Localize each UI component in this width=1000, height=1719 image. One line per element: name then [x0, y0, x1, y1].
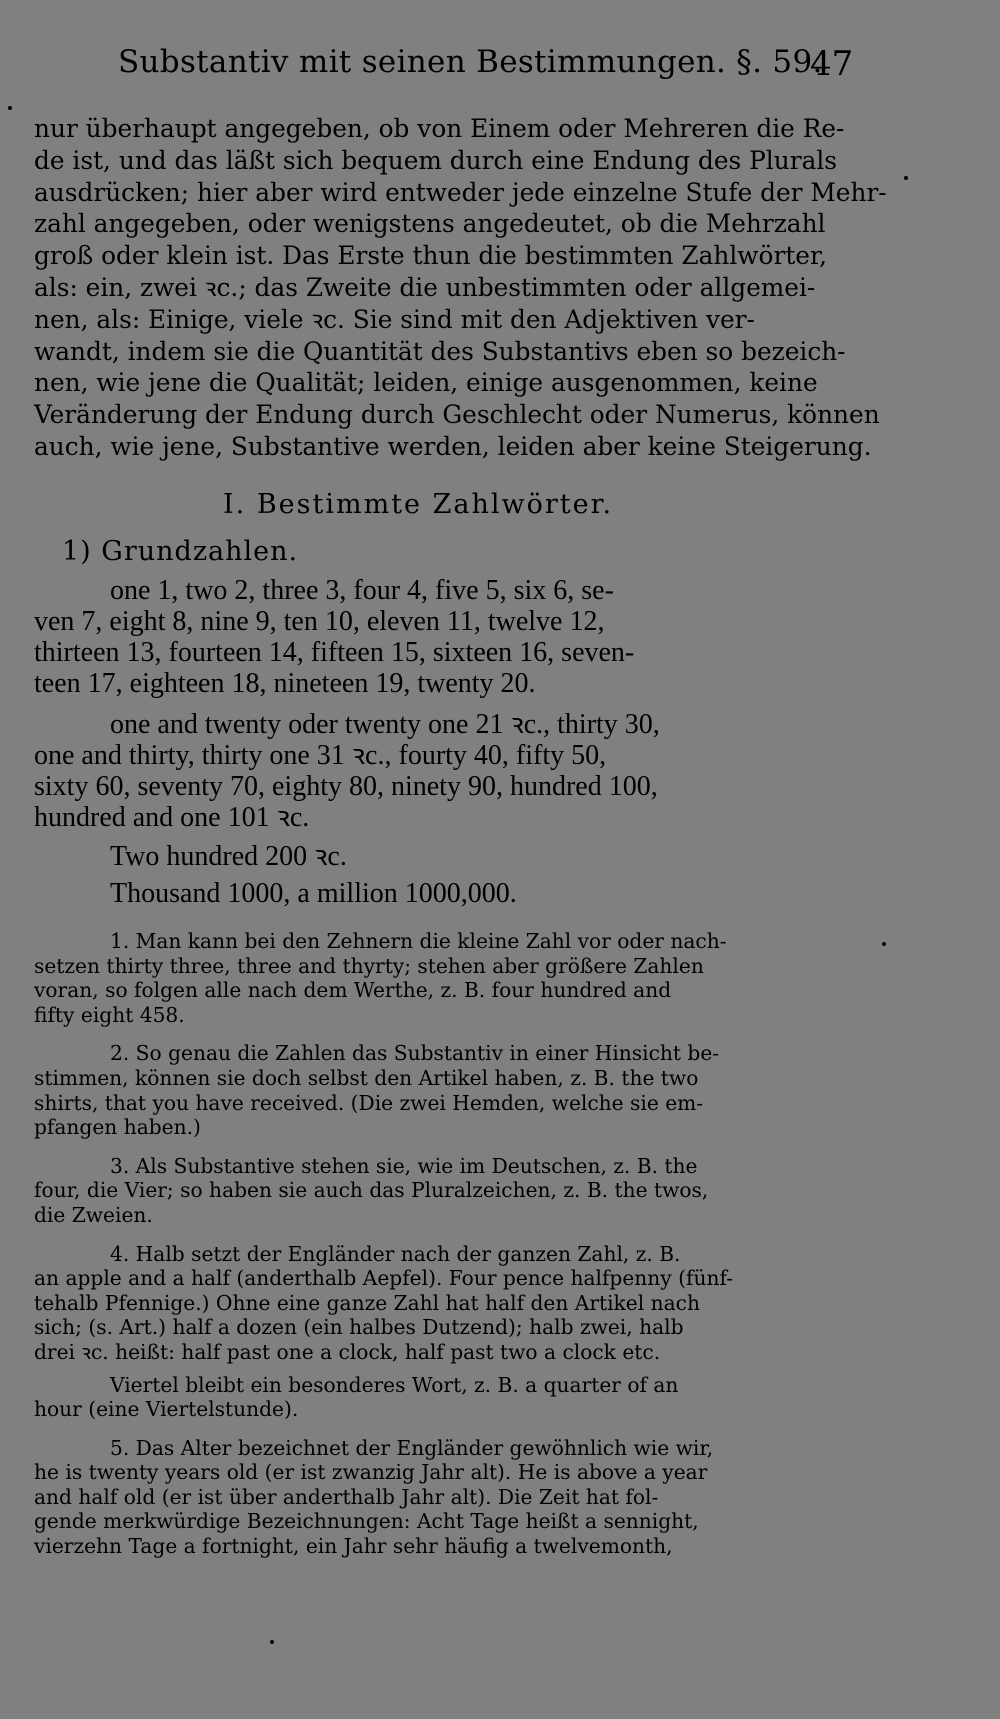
- text-line: 2. So genau die Zahlen das Substantiv in einer Hinsicht be-: [110, 1041, 720, 1066]
- text-line: teen 17, eighteen 18, nineteen 19, twenty 20.: [34, 668, 536, 699]
- note-viertel: [34, 1373, 864, 1422]
- hundreds-line: [34, 841, 864, 872]
- text-line: setzen thirty three, three and thyrty; stehen aber größere Zahlen: [34, 953, 704, 978]
- subsection-heading: 1) Grundzahlen.: [62, 536, 299, 567]
- text-line: four, die Vier; so haben sie auch das Pluralzeichen, z. B. the twos,: [34, 1178, 709, 1203]
- scan-speck: [882, 942, 886, 946]
- intro-paragraph: [34, 113, 887, 463]
- running-title: Substantiv mit seinen Bestimmungen. §. 59.: [118, 44, 823, 80]
- text-line: de ist, und das läßt sich bequem durch eine Endung des Plurals: [34, 145, 838, 175]
- text-line: one and twenty oder twenty one 21 ꝛc., thirty 30,: [110, 709, 660, 740]
- text-line: Veränderung der Endung durch Geschlecht oder Numerus, können: [34, 400, 880, 430]
- page-number: 47: [810, 44, 854, 84]
- text-line: Two hundred 200 ꝛc.: [110, 841, 347, 872]
- text-line: an apple and a half (anderthalb Aepfel). Four pence halfpenny (fünf-: [34, 1266, 734, 1291]
- text-line: Viertel bleibt ein besonderes Wort, z. B. a quarter of an: [110, 1372, 679, 1397]
- text-line: ven 7, eight 8, nine 9, ten 10, eleven 11, twelve 12,: [34, 606, 605, 637]
- text-line: hour (eine Viertelstunde).: [34, 1397, 299, 1422]
- section-heading: I. Bestimmte Zahlwörter.: [223, 489, 614, 520]
- text-line: voran, so folgen alle nach dem Werthe, z. B. four hundred and: [34, 978, 672, 1003]
- text-line: pfangen haben.): [34, 1115, 201, 1140]
- text-line: nur überhaupt angegeben, ob von Einem oder Mehreren die Re-: [34, 114, 845, 143]
- text-line: nen, als: Einige, viele ꝛc. Sie sind mit den Adjektiven ver-: [34, 304, 755, 334]
- text-line: one 1, two 2, three 3, four 4, five 5, six 6, se-: [110, 575, 614, 606]
- text-line: one and thirty, thirty one 31 ꝛc., fourty 40, fifty 50,: [34, 740, 607, 771]
- thousands-line: [34, 878, 864, 909]
- compound-numbers-block: [34, 709, 864, 833]
- note-3: [34, 1154, 864, 1228]
- text-line: tehalb Pfennige.) Ohne eine ganze Zahl hat half den Artikel nach: [34, 1290, 700, 1315]
- text-line: 3. Als Substantive stehen sie, wie im Deutschen, z. B. the: [110, 1153, 698, 1178]
- text-line: sich; (s. Art.) half a dozen (ein halbes Dutzend); halb zwei, halb: [34, 1315, 684, 1340]
- text-line: fifty eight 458.: [34, 1002, 185, 1027]
- text-line: 1. Man kann bei den Zehnern die kleine Zahl vor oder nach-: [110, 929, 727, 953]
- footnotes: [34, 929, 864, 1559]
- text-line: shirts, that you have received. (Die zwei Hemden, welche sie em-: [34, 1090, 704, 1115]
- text-line: he is twenty years old (er ist zwanzig Jahr alt). He is above a year: [34, 1460, 708, 1485]
- text-line: drei ꝛc. heißt: half past one a clock, half past two a clock etc.: [34, 1339, 661, 1364]
- text-line: zahl angegeben, oder wenigstens angedeutet, ob die Mehrzahl: [34, 209, 826, 239]
- text-line: hundred and one 101 ꝛc.: [34, 802, 310, 833]
- text-line: sixty 60, seventy 70, eighty 80, ninety 90, hundred 100,: [34, 771, 658, 802]
- text-line: stimmen, können sie doch selbst den Artikel haben, z. B. the two: [34, 1065, 699, 1090]
- text-line: groß oder klein ist. Das Erste thun die bestimmten Zahlwörter,: [34, 241, 827, 271]
- text-line: nen, wie jene die Qualität; leiden, einige ausgenommen, keine: [34, 368, 818, 398]
- note-4: [34, 1242, 864, 1365]
- cardinal-numbers-block: [34, 575, 864, 699]
- text-line: Thousand 1000, a million 1000,000.: [110, 878, 517, 909]
- text-line: thirteen 13, fourteen 14, fifteen 15, sixteen 16, seven-: [34, 637, 635, 668]
- text-line: ausdrücken; hier aber wird entweder jede einzelne Stufe der Mehr-: [34, 177, 887, 207]
- note-1: [34, 929, 864, 1027]
- text-line: and half old (er ist über anderthalb Jahr alt). Die Zeit hat fol-: [34, 1484, 659, 1509]
- note-2: [34, 1041, 864, 1139]
- note-5: [34, 1436, 864, 1559]
- text-line: die Zweien.: [34, 1202, 153, 1227]
- text-line: 5. Das Alter bezeichnet der Engländer gewöhnlich wie wir,: [110, 1435, 714, 1460]
- text-line: gende merkwürdige Bezeichnungen: Acht Tage heißt a sennight,: [34, 1509, 699, 1534]
- text-line: 4. Halb setzt der Engländer nach der ganzen Zahl, z. B.: [110, 1241, 681, 1266]
- text-line: auch, wie jene, Substantive werden, leiden aber keine Steigerung.: [34, 431, 872, 461]
- scan-speck: [270, 1640, 274, 1644]
- text-line: als: ein, zwei ꝛc.; das Zweite die unbestimmten oder allgemei-: [34, 272, 816, 302]
- text-line: vierzehn Tage a fortnight, ein Jahr sehr häufig a twelvemonth,: [34, 1534, 673, 1559]
- scan-speck: [8, 106, 12, 110]
- text-line: wandt, indem sie die Quantität des Substantivs eben so bezeich-: [34, 336, 846, 366]
- scan-speck: [904, 176, 908, 180]
